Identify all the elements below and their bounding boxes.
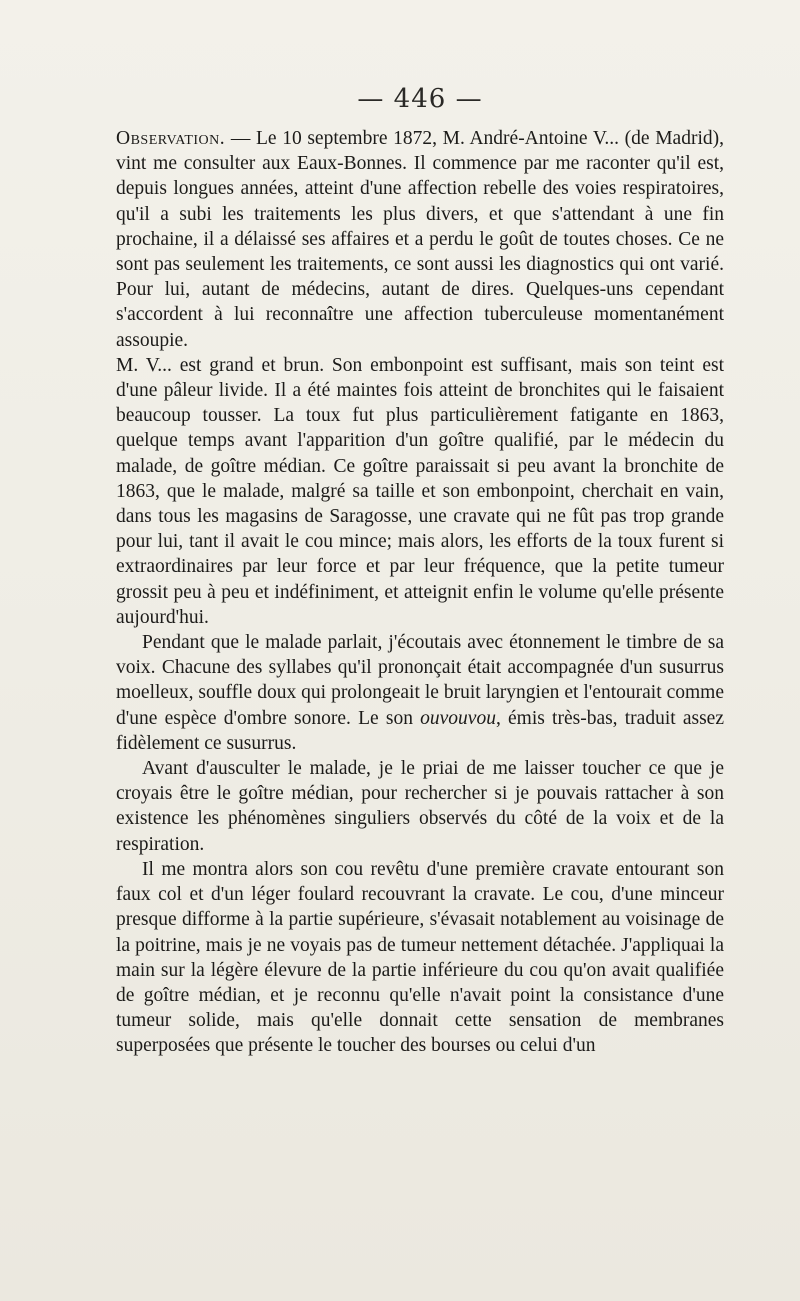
paragraph-patient-description [116,353,724,630]
paragraph-text: Il me montra alors son cou revêtu d'une première cravate entourant son faux col et d'un léger foulard recouvrant la cravate. Le cou, d'une minceur presque difforme à la partie supérieure, s'évasait notablement au voisinage de la poitrine, mais je ne voyais pas de tumeur nettement détachée. J'appliquai la main sur la légère élevure de la partie inférieure du cou qu'on avait qualifiée de goître médian, et je reconnu qu'elle n'avait point la consistance d'une tumeur solide, mais qu'elle donnait cette sensation de membranes superposées que présente le toucher des bourses ou celui d'un [116,858,724,1057]
paragraph-text: M. V... est grand et brun. Son embonpoint est suffisant, mais son teint est d'une pâleur livide. Il a été maintes fois atteint de bronchites qui le faisaient beaucoup tousser. La toux fut plus particulièrement fatigante en 1863, quelque temps avant l'apparition d'un goître qualifié, par le médecin du malade, de goître médian. Ce goître paraissait si peu avant la bronchite de 1863, que le malade, malgré sa taille et son embonpoint, cherchait en vain, dans tous les magasins de Saragosse, une cravate qui ne fût pas trop grande pour lui, tant il avait le cou mince; mais alors, les efforts de la toux furent si extraordinaires par leur force et par leur fréquence, que la petite tumeur grossit peu à peu et indéfiniment, et atteignit enfin le volume qu'elle présente aujourd'hui. [116,354,724,628]
italic-sound-term: ouvouvou [420,707,496,729]
paragraph-text: , émis très-bas, traduit assez fidèlement ce susurrus. [116,707,724,754]
paragraph-text: — Le 10 septembre 1872, M. André-Antoine V... (de Madrid), vint me consulter aux Eaux-Bonnes. Il commence par me raconter qu'il est, depuis longues années, atteint d'une affection rebelle des voies respiratoires, qu'il a subi les traitements les plus divers, et que s'attendant à une fin prochaine, il a délaissé ses affaires et a perdu le goût de toutes choses. Ce ne sont pas seulement les traitements, ce sont aussi les diagnostics qui ont varié. Pour lui, autant de médecins, autant de dires. Quelques-uns cependant s'accordent à lui reconnaître une affection tuberculeuse momentanément assoupie. [116,128,724,351]
paragraph-text: Avant d'ausculter le malade, je le priai de me laisser toucher ce que je croyais être le goître médian, pour rechercher si je pouvais rattacher à son existence les phénomènes singuliers observés du côté de la voix et de la respiration. [116,758,724,855]
paragraph-neck-exam [116,857,724,1059]
paragraph-palpation [116,756,724,857]
paragraph-voice [116,630,724,756]
paragraph-text: Pendant que le malade parlait, j'écoutais avec étonnement le timbre de sa voix. Chacune des syllabes qu'il prononçait était accompagnée d'un susurrus moelleux, souffle doux qui prolongeait le bruit laryngien et l'entourait comme d'une espèce d'ombre sonore. Le son [116,632,724,729]
observation-heading: Observation. [116,128,226,149]
paragraph-observation [116,126,724,353]
page-number: — 446 — [357,84,483,114]
body-text [116,126,724,1059]
